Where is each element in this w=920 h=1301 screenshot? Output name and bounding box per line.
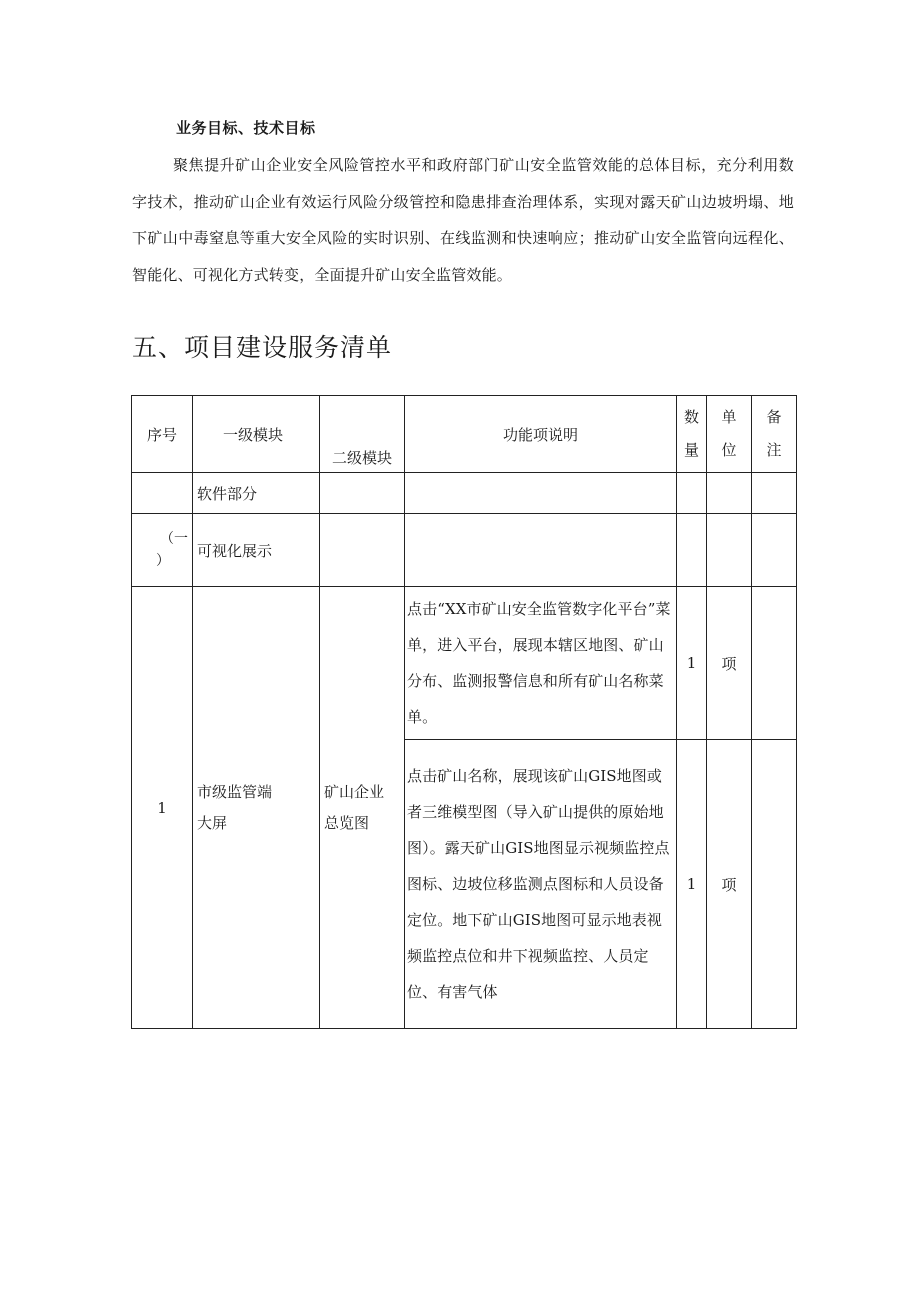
item-level1-b: 大屏 <box>197 813 228 832</box>
viz-seq-open: （一 <box>160 531 188 547</box>
header-note-b: 注 <box>766 441 782 459</box>
viz-label: 可视化展示 <box>193 514 320 587</box>
header-note <box>752 396 797 473</box>
item-sub1-unit: 项 <box>707 587 752 740</box>
header-seq: 序号 <box>132 396 193 473</box>
table-row-item1-sub1 <box>132 587 797 740</box>
item-level2 <box>320 587 405 1029</box>
item-sub2-func <box>405 740 677 1029</box>
item-sub1-func-text: 点击“XX市矿山安全监管数字化平台”菜单，进入平台，展现本辖区地图、矿山分布、监测报警信息和所有矿山名称菜单。 <box>407 600 671 726</box>
header-unit-a: 单 <box>721 408 737 426</box>
service-list-table <box>131 395 797 1029</box>
header-qty-a: 数 <box>683 408 699 426</box>
item-level2-b: 总览图 <box>324 813 370 832</box>
header-level1: 一级模块 <box>193 396 320 473</box>
table-row-software <box>132 473 797 514</box>
header-func: 功能项说明 <box>405 396 677 473</box>
header-unit-b: 位 <box>721 441 737 459</box>
software-part-label: 软件部分 <box>193 473 320 514</box>
header-qty <box>677 396 707 473</box>
item-sub2-unit: 项 <box>707 740 752 1029</box>
viz-seq-close: ） <box>156 553 170 569</box>
item-sub2-qty: 1 <box>677 740 707 1029</box>
section-title: 五、项目建设服务清单 <box>132 333 393 362</box>
item-level2-a: 矿山企业 <box>324 782 385 801</box>
header-unit <box>707 396 752 473</box>
item-sub2-func-text: 点击矿山名称，展现该矿山GIS地图或者三维模型图（导入矿山提供的原始地图）。露天矿山GIS地图显示视频监控点图标、边坡位移监测点图标和人员设备定位。地下矿山GIS地图可显示地表视频监控点位和井下视频监控、人员定位、有害气体 <box>407 767 670 1001</box>
header-note-a: 备 <box>766 408 782 426</box>
header-level2: 二级模块 <box>320 396 405 473</box>
header-qty-b: 量 <box>683 441 699 459</box>
table-row-visualization <box>132 514 797 587</box>
goals-heading: 业务目标、技术目标 <box>176 119 316 137</box>
item-level1-a: 市级监管端 <box>197 782 273 801</box>
table-header-row <box>132 396 797 473</box>
item-sub1-func <box>405 587 677 740</box>
goals-paragraph: 聚焦提升矿山企业安全风险管控水平和政府部门矿山安全监管效能的总体目标，充分利用数字技术，推动矿山企业有效运行风险分级管控和隐患排查治理体系，实现对露天矿山边坡坍塌、地下矿山中毒窒息等重大安全风险的实时识别、在线监测和快速响应；推动矿山安全监管向远程化、智能化、可视化方式转变，全面提升矿山安全监管效能。 <box>132 156 794 284</box>
item-level1 <box>193 587 320 1029</box>
viz-seq <box>132 514 193 587</box>
item-sub1-qty: 1 <box>677 587 707 740</box>
item-seq: 1 <box>132 587 193 1029</box>
